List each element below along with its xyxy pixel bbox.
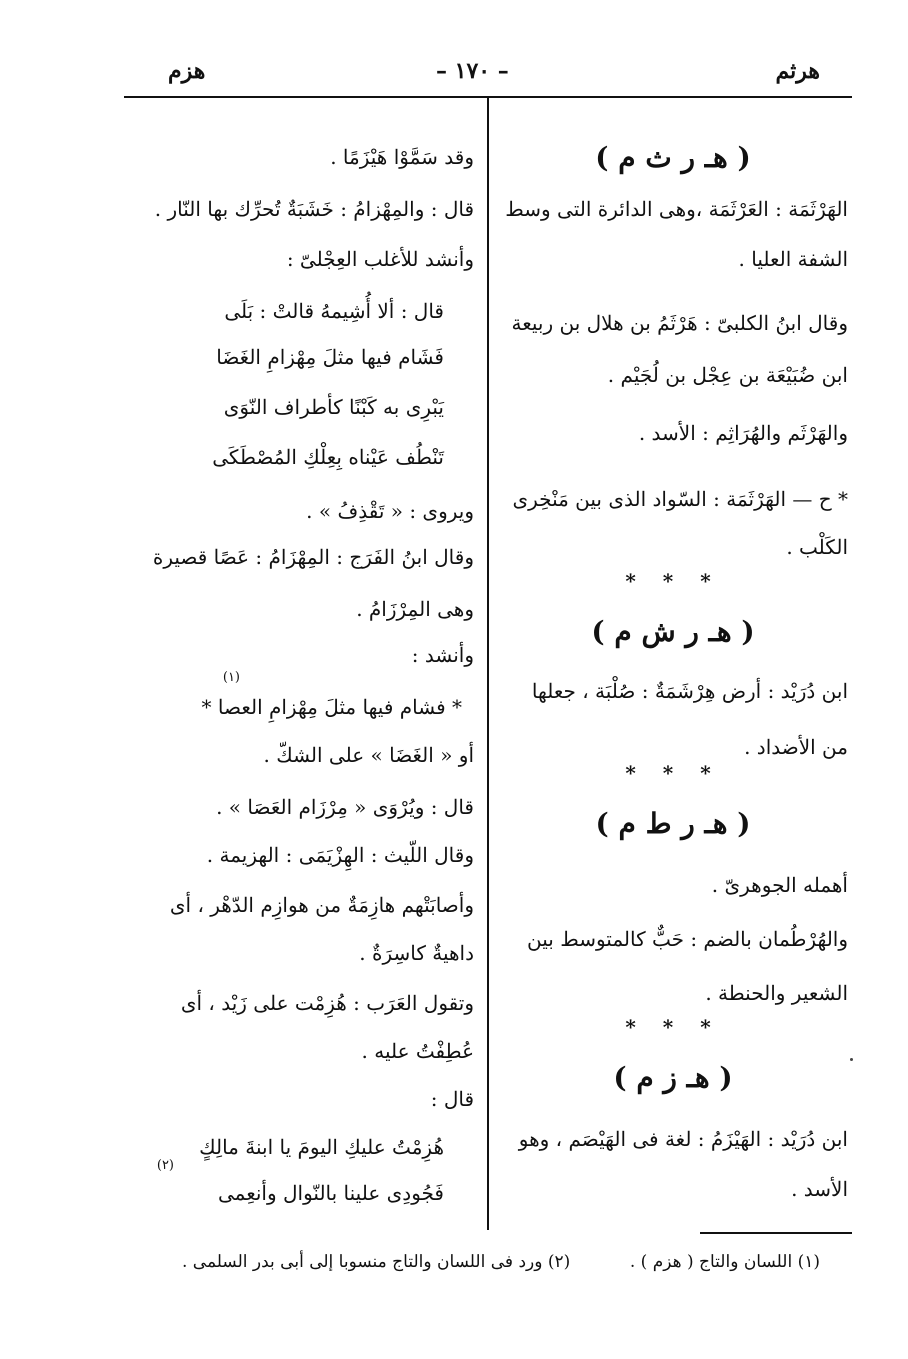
header-root-right: هرثم bbox=[775, 58, 820, 84]
footnote-ref-2: (٢) bbox=[156, 1158, 174, 1173]
verse-line: * فشام فيها مثلَ مِهْزامِ العصا * bbox=[201, 695, 462, 719]
text-line: والهُرْطُمان بالضم : حَبٌّ كالمتوسط بين bbox=[527, 927, 848, 951]
verse-line: فَجُودِى علينا بالنّوال وأنعِمى bbox=[217, 1181, 444, 1205]
header-root-left: هزم bbox=[168, 58, 206, 84]
text-line: أهمله الجوهرىّ . bbox=[711, 873, 848, 897]
text-line: وقال اللّيث : الهِزْيَمَى : الهزيمة . bbox=[206, 843, 474, 867]
text-line: قال : ويُرْوَى « مِرْزَام العَصَا » . bbox=[216, 795, 474, 819]
text-line: قال : والمِهْزامُ : خَشَبَةٌ تُحرِّك بها النّار . bbox=[154, 197, 474, 221]
text-line: وقال ابنُ الفَرَج : المِهْزَامُ : عَصًا قصيرة bbox=[152, 545, 474, 569]
section-separator: * * * bbox=[625, 761, 721, 785]
entry-heading-hrthm: ( هـ ر ث م ) bbox=[595, 141, 751, 174]
text-line: ابن دُرَيْد : أرض هِرْشَمَةٌ : صُلْبَة ، جعلها bbox=[531, 679, 848, 703]
text-line: الأسد . bbox=[791, 1177, 848, 1201]
page-header bbox=[0, 58, 908, 94]
verse-line: يَبْرِى به كَبْنًا كأطراف النّوَى bbox=[223, 395, 444, 419]
text-line: وقد سَمَّوْا هَيْزَمًا . bbox=[330, 145, 474, 169]
section-separator: * * * bbox=[625, 1015, 721, 1039]
text-line: ابن دُرَيْد : الهَيْزَمُ : لغة فى الهَيْصَم ، وهو bbox=[518, 1127, 848, 1151]
text-line: ويروى : « تَقْذِفُ » . bbox=[306, 499, 474, 523]
text-line: من الأضداد . bbox=[744, 735, 848, 759]
text-line: وأصابَتْهم هازِمَةٌ من هوازِم الدّهْر ، أى bbox=[169, 893, 474, 917]
entry-heading-hzm: ( هـ ز م ) bbox=[613, 1061, 733, 1094]
footnote-ref-1: (١) bbox=[222, 670, 240, 685]
verse-line: فَشَام فيها مثلَ مِهْزامِ الغَضَا bbox=[216, 345, 444, 369]
footnote-2: (٢) ورد فى اللسان والتاج منسوبا إلى أبى بدر السلمى . bbox=[182, 1252, 571, 1272]
text-line: والهَرْثَم والهُرَاثِم : الأسد . bbox=[638, 421, 848, 445]
text-line: وأنشد : bbox=[411, 643, 474, 667]
footnote-rule bbox=[700, 1232, 852, 1234]
verse-line: هُزِمْتُ عليكِ اليومَ يا ابنةَ مالِكٍ bbox=[199, 1135, 444, 1159]
text-line: داهيةٌ كاسِرَةٌ . bbox=[359, 941, 474, 965]
text-line: قال : bbox=[430, 1087, 474, 1111]
print-speck bbox=[850, 1058, 853, 1061]
page-number: – ١٧٠ – bbox=[436, 58, 509, 84]
text-line: الهَرْثَمَة : العَرْثَمَة ،وهى الدائرة التى وسط bbox=[505, 197, 848, 221]
text-line: وهى المِرْزَامُ . bbox=[356, 597, 474, 621]
verse-line: قال : ألا أُشِيمهُ قالتْ : بَلَى bbox=[224, 299, 444, 323]
text-line: الكَلْب . bbox=[786, 535, 848, 559]
entry-heading-hrtm: ( هـ ر ط م ) bbox=[595, 807, 751, 840]
verse-line: تَنْطُف عَيْناه بِعِلْكِ المُصْطَكَى bbox=[212, 445, 444, 469]
text-line: أو « الغَضَا » على الشكّ . bbox=[263, 743, 474, 767]
text-line: * ح — الهَرْثَمَة : السّواد الذى بين مَنْخِرى bbox=[512, 487, 848, 511]
text-line: وقال ابنُ الكلبىّ : هَرْثَمُ بن هلال بن ربيعة bbox=[511, 311, 848, 335]
footnote-1: (١) اللسان والتاج ( هزم ) . bbox=[629, 1252, 820, 1272]
text-line: عُطِفْتُ عليه . bbox=[361, 1039, 474, 1063]
text-line: الشعير والحنطة . bbox=[705, 981, 848, 1005]
text-line: الشفة العليا . bbox=[738, 247, 848, 271]
entry-heading-hrshm: ( هـ ر ش م ) bbox=[591, 615, 755, 648]
text-line: ابن ضُبَيْعَة بن عِجْل بن لُجَيْم . bbox=[607, 363, 848, 387]
section-separator: * * * bbox=[625, 569, 721, 593]
column-divider bbox=[487, 98, 489, 1230]
text-line: وتقول العَرَب : هُزِمْت على زَيْد ، أى bbox=[180, 991, 474, 1015]
text-line: وأنشد للأغلب العِجْلىّ : bbox=[286, 247, 474, 271]
